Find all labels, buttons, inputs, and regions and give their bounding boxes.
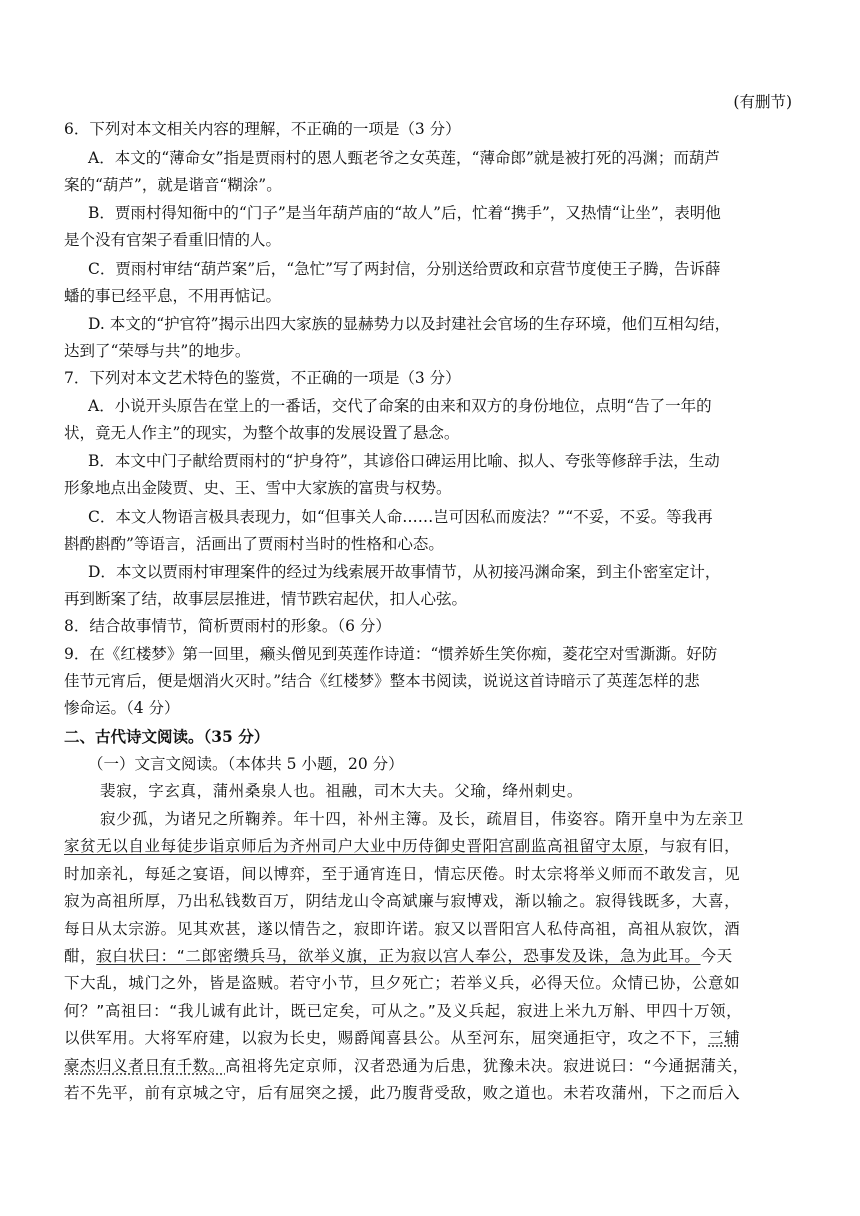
passage-line-8: 下大乱，城门之外，皆是盗贼。若守小节，旦夕死亡；若举义兵，必得天位。众情已协，公意如 [64, 974, 741, 992]
q6-option-c-line2: 蟠的事已经平息，不用再惦记。 [64, 287, 282, 305]
passage-line-1: 裴寂，字玄真，蒲州桑泉人也。祖融，司木大夫。父瑜，绛州刺史。 [100, 782, 584, 800]
passage-line-11-tail: 高祖将先定京师，汉者恐通为后患，犹豫未决。寂进说曰：“今通据蒲关， [225, 1057, 749, 1075]
passage-line-7-tail: 今天 [700, 947, 733, 965]
passage-line-12: 若不先平，前有京城之守，后有屈突之援，此乃腹背受敌，败之道也。未若攻蒲州，下之而后入 [64, 1084, 741, 1102]
q6-option-d-line2: 达到了“荣辱与共”的地步。 [64, 342, 251, 360]
q6-option-a-line2: 案的“葫芦”，就是谐音“糊涂”。 [64, 176, 282, 194]
q7-option-d-line2: 再到断案了结，故事层层推进，情节跌宕起伏，扣人心弦。 [64, 590, 468, 608]
passage-line-3 [64, 833, 792, 859]
question-7-stem: 7．下列对本文艺术特色的鉴赏，不正确的一项是（3 分） [64, 369, 461, 387]
question-9-line3: 惨命运。（4 分） [64, 699, 180, 717]
q7-option-b-line1: B．本文中门子献给贾雨村的“护身符”，其谚俗口碑运用比喻、拟人、夸张等修辞手法，生动 [88, 452, 720, 470]
passage-line-10 [64, 1025, 792, 1051]
passage-line-4: 时加亲礼，每延之宴语，间以博弈，至于通宵连日，情忘厌倦。时太宗将举义师而不敢发言，见 [64, 865, 741, 883]
passage-line-10-head: 以供军用。大将军府建，以寂为长史，赐爵闻喜县公。从至河东，屈突通拒守，攻之不下， [64, 1029, 709, 1047]
subsection-1-heading: （一）文言文阅读。（本体共 5 小题，20 分） [88, 755, 404, 773]
passage-dotted-phrase: 三辅 [708, 1029, 741, 1047]
q6-option-c-line1: C．贾雨村审结“葫芦案”后，“急忙”写了两封信，分别送给贾政和京营节度使王子腾，告诉薛 [88, 260, 721, 278]
abridged-note: (有删节) [733, 93, 792, 111]
passage-line-11 [64, 1053, 792, 1079]
section-2-heading: 二、古代诗文阅读。（35 分） [64, 727, 270, 746]
passage-underlined-sentence-1: 家贫无以自业每徒步诣京师后为齐州司户大业中历侍御史晋阳宫副监高祖留守太原 [64, 837, 644, 855]
question-6-stem: 6．下列对本文相关内容的理解，不正确的一项是（3 分） [64, 120, 461, 138]
q7-option-c-line1: C．本文人物语言极具表现力，如“但事关人命……岂可因私而废法？”“不妥，不妥。等我再 [88, 508, 713, 526]
q7-option-d-line1: D．本文以贾雨村审理案件的经过为线索展开故事情节，从初接冯渊命案，到主仆密室定计， [88, 563, 721, 581]
q6-option-a-line1: A．本文的“薄命女”指是贾雨村的恩人甄老爷之女英莲，“薄命郎”就是被打死的冯渊；而葫芦 [88, 149, 720, 167]
passage-line-7 [64, 943, 792, 969]
q6-option-b-line2: 是个没有官架子看重旧情的人。 [64, 231, 282, 249]
passage-line-5: 寂为高祖所厚，乃出私钱数百万，阴结龙山令高斌廉与寂博戏，渐以输之。寂得钱既多，大喜， [64, 892, 741, 910]
question-9-line1: 9．在《红楼梦》第一回里，癞头僧见到英莲作诗道：“惯养娇生笑你痴，菱花空对雪澌澌。好防 [64, 645, 718, 663]
passage-line-7-head: 酣， [64, 947, 97, 965]
question-8: 8．结合故事情节，简析贾雨村的形象。（6 分） [64, 617, 391, 635]
q7-option-a-line2: 状，竟无人作主”的现实，为整个故事的发展设置了悬念。 [64, 424, 460, 442]
q7-option-c-line2: 斟酌斟酌”等语言，活画出了贾雨村当时的性格和心态。 [64, 535, 444, 553]
passage-dotted-phrase-cont: 豪杰归义者日有千数。 [64, 1057, 226, 1075]
passage-line-2: 寂少孤，为诸兄之所鞠养。年十四，补州主簿。及长，疏眉目，伟姿容。隋开皇中为左亲卫 [100, 810, 745, 828]
passage-line-3-tail: ，与寂有旧， [643, 837, 741, 855]
passage-line-6: 每日从太宗游。见其欢甚，遂以情告之，寂即许诺。寂又以晋阳宫人私侍高祖，高祖从寂饮，酒 [64, 920, 741, 938]
passage-line-9: 何？”高祖曰：“我儿诚有此计，既已定矣，可从之。”及义兵起，寂进上米九万斛、甲四十万领， [64, 1002, 743, 1020]
passage-underlined-sentence-2: 寂白状曰：“二郎密缵兵马，欲举义旗，正为寂以宫人奉公，恐事发及诛，急为此耳。 [96, 947, 701, 965]
question-9-line2: 佳节元宵后，便是烟消火灭时。”结合《红楼梦》整本书阅读，说说这首诗暗示了英莲怎样的悲 [64, 672, 700, 690]
q6-option-d-line1: D. 本文的“护官符”揭示出四大家族的显赫势力以及封建社会官场的生存环境，他们互相勾结， [88, 315, 731, 333]
q7-option-b-line2: 形象地点出金陵贾、史、王、雪中大家族的富贵与权势。 [64, 479, 452, 497]
q6-option-b-line1: B．贾雨村得知衙中的“门子”是当年葫芦庙的“故人”后，忙着“携手”，又热情“让坐”，表明他 [88, 204, 721, 222]
q7-option-a-line1: A．小说开头原告在堂上的一番话，交代了命案的由来和双方的身份地位，点明“告了一年的 [88, 397, 712, 415]
